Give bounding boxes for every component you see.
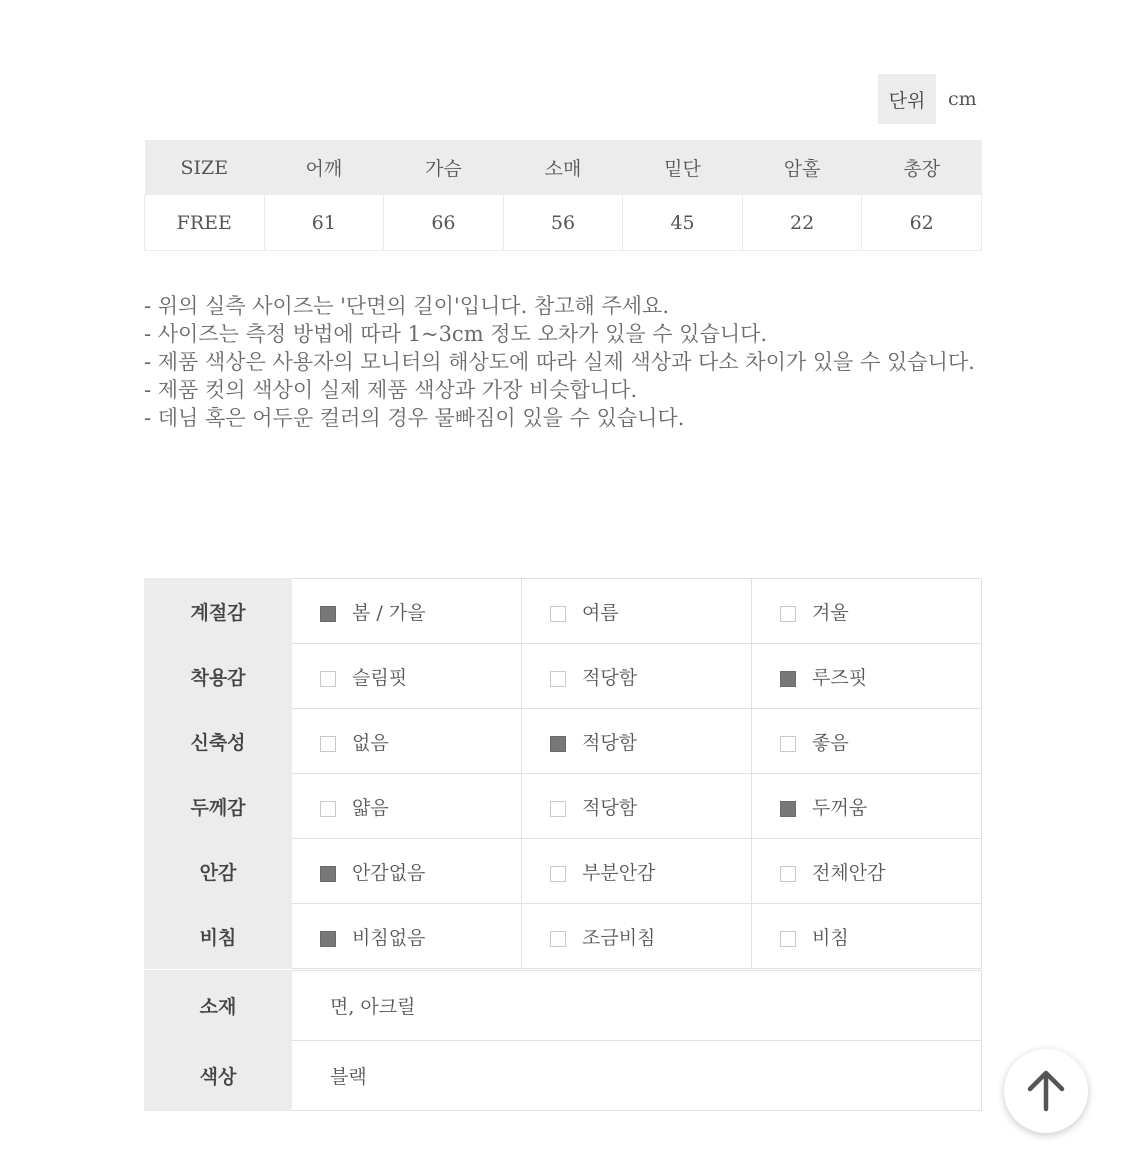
unchecked-checkbox-icon <box>550 606 566 622</box>
table-row <box>145 774 982 839</box>
sleeve-header: 소매 <box>503 140 623 195</box>
feature-option <box>292 644 522 709</box>
table-row <box>145 971 982 1041</box>
feature-option-label: 조금비침 <box>582 926 656 949</box>
material-label: 소재 <box>145 971 292 1041</box>
unchecked-checkbox-icon <box>550 866 566 882</box>
feature-option <box>292 579 522 644</box>
unchecked-checkbox-icon <box>780 866 796 882</box>
feature-option-label: 비침 <box>812 926 849 949</box>
hem-cell: 45 <box>623 195 743 251</box>
size-cell: FREE <box>145 195 265 251</box>
unchecked-checkbox-icon <box>780 736 796 752</box>
checked-checkbox-icon <box>320 606 336 622</box>
armhole-cell: 22 <box>742 195 862 251</box>
feature-option-content <box>753 728 980 755</box>
feature-option-content <box>523 598 750 625</box>
feature-option-content <box>293 598 520 625</box>
length-header: 총장 <box>862 140 982 195</box>
feature-option-content <box>523 728 750 755</box>
arrow-up-icon <box>1026 1069 1066 1113</box>
checked-checkbox-icon <box>320 931 336 947</box>
scroll-to-top-button[interactable] <box>1004 1049 1088 1133</box>
feature-option-label: 없음 <box>352 731 389 754</box>
unchecked-checkbox-icon <box>320 736 336 752</box>
table-row <box>145 195 982 251</box>
feature-option-content <box>523 793 750 820</box>
feature-option-content <box>293 858 520 885</box>
feature-option-label: 여름 <box>582 601 619 624</box>
feature-option <box>292 904 522 969</box>
feature-label: 계절감 <box>145 579 292 644</box>
unchecked-checkbox-icon <box>780 606 796 622</box>
feature-option-content <box>293 923 520 950</box>
unchecked-checkbox-icon <box>780 931 796 947</box>
table-row <box>145 644 982 709</box>
unchecked-checkbox-icon <box>550 671 566 687</box>
sleeve-cell: 56 <box>503 195 623 251</box>
feature-option <box>752 579 982 644</box>
unit-label: 단위 <box>878 74 936 124</box>
table-row <box>145 579 982 644</box>
feature-option-label: 얇음 <box>352 796 389 819</box>
note-line: - 위의 실측 사이즈는 '단면의 길이'입니다. 참고해 주세요. <box>144 294 670 318</box>
table-row <box>145 839 982 904</box>
feature-option-label: 비침없음 <box>352 926 426 949</box>
feature-label: 착용감 <box>145 644 292 709</box>
feature-option <box>522 709 752 774</box>
feature-option-content <box>293 663 520 690</box>
note-line: - 데님 혹은 어두운 컬러의 경우 물빠짐이 있을 수 있습니다. <box>144 406 685 430</box>
feature-option-label: 적당함 <box>582 731 638 754</box>
feature-option-label: 적당함 <box>582 666 638 689</box>
note-line: - 사이즈는 측정 방법에 따라 1~3cm 정도 오차가 있을 수 있습니다. <box>144 322 768 346</box>
feature-option-content <box>523 663 750 690</box>
unchecked-checkbox-icon <box>320 801 336 817</box>
feature-option-content <box>293 793 520 820</box>
color-value: 블랙 <box>292 1041 982 1111</box>
feature-label: 안감 <box>145 839 292 904</box>
feature-option-content <box>753 858 980 885</box>
feature-option <box>752 644 982 709</box>
feature-option-label: 좋음 <box>812 731 849 754</box>
feature-option-label: 적당함 <box>582 796 638 819</box>
feature-option-label: 루즈핏 <box>812 666 868 689</box>
feature-option-label: 슬림핏 <box>352 666 408 689</box>
color-label: 색상 <box>145 1041 292 1111</box>
feature-option <box>752 904 982 969</box>
feature-option <box>292 774 522 839</box>
feature-label: 신축성 <box>145 709 292 774</box>
chest-header: 가슴 <box>384 140 504 195</box>
material-value: 면, 아크릴 <box>292 971 982 1041</box>
shoulder-cell: 61 <box>264 195 384 251</box>
feature-option-content <box>753 663 980 690</box>
chest-cell: 66 <box>384 195 504 251</box>
info-table <box>144 970 982 1111</box>
size-notes <box>144 292 984 432</box>
checked-checkbox-icon <box>550 736 566 752</box>
size-table-header <box>145 140 982 195</box>
note-line: - 제품 컷의 색상이 실제 제품 색상과 가장 비슷합니다. <box>144 378 638 402</box>
feature-option <box>292 709 522 774</box>
feature-option-label: 두꺼움 <box>812 796 868 819</box>
unchecked-checkbox-icon <box>320 671 336 687</box>
checked-checkbox-icon <box>780 671 796 687</box>
unchecked-checkbox-icon <box>550 801 566 817</box>
table-row <box>145 709 982 774</box>
feature-option <box>522 839 752 904</box>
feature-option <box>752 774 982 839</box>
length-cell: 62 <box>862 195 982 251</box>
feature-option-content <box>523 923 750 950</box>
feature-option-content <box>523 858 750 885</box>
note-line: - 제품 색상은 사용자의 모니터의 해상도에 따라 실제 색상과 다소 차이가 있을 수 있습니다. <box>144 350 975 374</box>
feature-label: 비침 <box>145 904 292 969</box>
unchecked-checkbox-icon <box>550 931 566 947</box>
size-header: SIZE <box>145 140 265 195</box>
unit-value: cm <box>948 88 977 110</box>
armhole-header: 암홀 <box>742 140 862 195</box>
feature-option <box>522 774 752 839</box>
feature-option-label: 부분안감 <box>582 861 656 884</box>
feature-option-label: 봄 / 가을 <box>352 601 426 624</box>
table-row <box>145 904 982 969</box>
feature-option-label: 안감없음 <box>352 861 426 884</box>
feature-option-content <box>753 923 980 950</box>
checked-checkbox-icon <box>780 801 796 817</box>
feature-option <box>522 579 752 644</box>
unit-indicator <box>878 74 977 124</box>
feature-option <box>522 644 752 709</box>
feature-option <box>292 839 522 904</box>
feature-option-label: 전체안감 <box>812 861 886 884</box>
size-table <box>144 140 982 251</box>
table-row <box>145 1041 982 1111</box>
feature-option <box>752 709 982 774</box>
feature-label: 두께감 <box>145 774 292 839</box>
shoulder-header: 어깨 <box>264 140 384 195</box>
feature-option-content <box>753 598 980 625</box>
feature-option-label: 겨울 <box>812 601 849 624</box>
checked-checkbox-icon <box>320 866 336 882</box>
feature-option <box>522 904 752 969</box>
hem-header: 밑단 <box>623 140 743 195</box>
feature-option-content <box>293 728 520 755</box>
feature-option-content <box>753 793 980 820</box>
feature-option <box>752 839 982 904</box>
feature-table <box>144 578 982 969</box>
